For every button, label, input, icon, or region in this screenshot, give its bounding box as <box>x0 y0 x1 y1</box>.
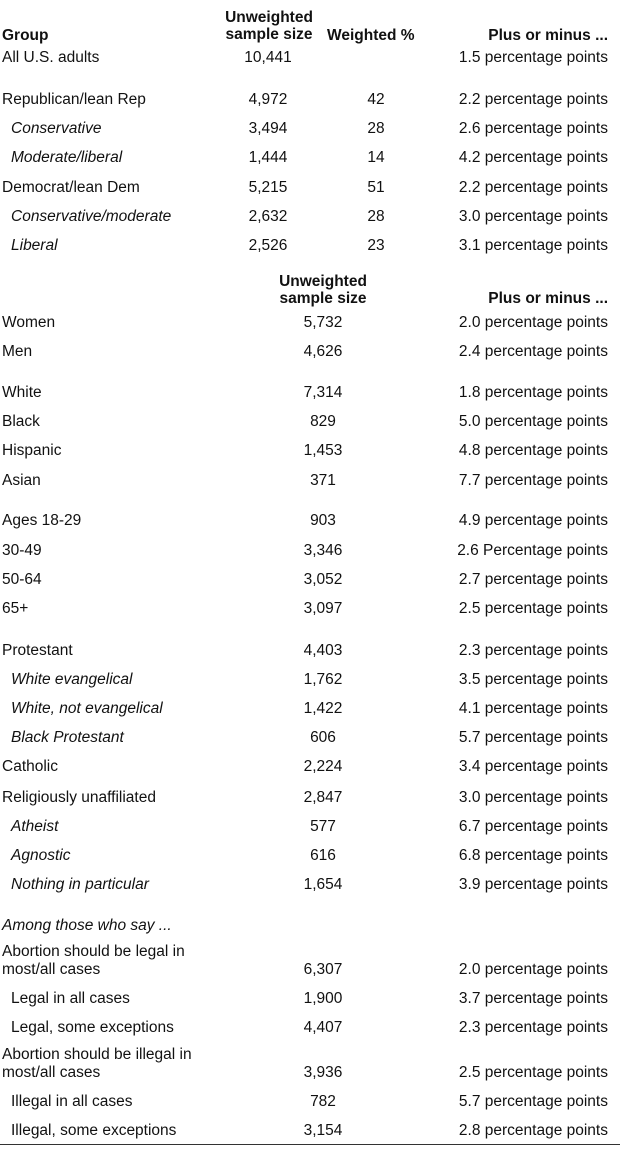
row-label: Protestant <box>2 642 73 659</box>
margin-value: 2.0 percentage points <box>458 961 608 978</box>
row-label: Among those who say ... <box>2 917 172 934</box>
row-label: Black Protestant <box>11 729 124 746</box>
row-label: Atheist <box>11 818 59 835</box>
unweighted-value: 1,444 <box>248 149 288 166</box>
margin-value: 5.7 percentage points <box>458 1093 608 1110</box>
margin-value: 3.0 percentage points <box>458 208 608 225</box>
row-label: Illegal, some exceptions <box>11 1122 177 1139</box>
row-label: Women <box>2 314 56 331</box>
margin-value: 5.0 percentage points <box>458 413 608 430</box>
unweighted-value: 2,632 <box>248 208 288 225</box>
bottom-rule <box>0 1144 620 1145</box>
header-group: Group <box>2 27 49 44</box>
unweighted-value: 6,307 <box>303 961 343 978</box>
unweighted-value: 1,654 <box>303 876 343 893</box>
unweighted-value: 606 <box>310 729 336 746</box>
row-label: White <box>2 384 42 401</box>
row-label: Religiously unaffiliated <box>2 789 156 806</box>
margin-value: 3.1 percentage points <box>458 237 608 254</box>
header-weighted-percent: Weighted % <box>327 27 415 44</box>
unweighted-value: 577 <box>310 818 336 835</box>
margin-value: 2.8 percentage points <box>458 1122 608 1139</box>
margin-value: 2.7 percentage points <box>458 571 608 588</box>
margin-value: 6.7 percentage points <box>458 818 608 835</box>
header-plus-or-minus: Plus or minus ... <box>488 27 608 44</box>
unweighted-value: 4,403 <box>303 642 343 659</box>
row-label: Agnostic <box>11 847 71 864</box>
unweighted-value: 3,097 <box>303 600 343 617</box>
row-label: All U.S. adults <box>2 49 100 66</box>
unweighted-value: 4,407 <box>303 1019 343 1036</box>
row-label: Nothing in particular <box>11 876 149 893</box>
row-label: White evangelical <box>11 671 133 688</box>
weighted-value: 28 <box>367 120 385 137</box>
margin-value: 7.7 percentage points <box>458 472 608 489</box>
unweighted-value: 4,972 <box>248 91 288 108</box>
unweighted-value: 3,936 <box>303 1064 343 1081</box>
unweighted-value: 829 <box>310 413 336 430</box>
header-plus-or-minus-2: Plus or minus ... <box>488 290 608 307</box>
unweighted-value: 1,422 <box>303 700 343 717</box>
margin-value: 3.7 percentage points <box>458 990 608 1007</box>
unweighted-value: 5,732 <box>303 314 343 331</box>
header-unweighted-sample-size: Unweighted sample size <box>225 9 313 43</box>
unweighted-value: 616 <box>310 847 336 864</box>
unweighted-value: 3,154 <box>303 1122 343 1139</box>
margin-value: 2.6 percentage points <box>458 120 608 137</box>
unweighted-value: 2,224 <box>303 758 343 775</box>
margin-value: 4.2 percentage points <box>458 149 608 166</box>
row-label: 30-49 <box>2 542 42 559</box>
margin-value: 5.7 percentage points <box>458 729 608 746</box>
margin-value: 4.8 percentage points <box>458 442 608 459</box>
unweighted-value: 10,441 <box>244 49 292 66</box>
margin-value: 2.3 percentage points <box>458 642 608 659</box>
unweighted-value: 7,314 <box>303 384 343 401</box>
margin-value: 1.8 percentage points <box>458 384 608 401</box>
row-label: Liberal <box>11 237 58 254</box>
header-unweighted-sample-size-2: Unweighted sample size <box>279 273 367 307</box>
row-label: Abortion should be legal in most/all cases <box>2 943 185 978</box>
unweighted-value: 1,453 <box>303 442 343 459</box>
unweighted-value: 1,762 <box>303 671 343 688</box>
weighted-value: 42 <box>367 91 385 108</box>
margin-value: 2.0 percentage points <box>458 314 608 331</box>
weighted-value: 23 <box>367 237 385 254</box>
row-label: Legal in all cases <box>11 990 130 1007</box>
margin-value: 4.1 percentage points <box>458 700 608 717</box>
row-label: Catholic <box>2 758 58 775</box>
row-label: Moderate/liberal <box>11 149 123 166</box>
margin-value: 2.5 percentage points <box>458 1064 608 1081</box>
unweighted-value: 3,346 <box>303 542 343 559</box>
row-label: White, not evangelical <box>11 700 163 717</box>
unweighted-value: 371 <box>310 472 336 489</box>
margin-value: 4.9 percentage points <box>458 512 608 529</box>
unweighted-value: 3,052 <box>303 571 343 588</box>
row-label: 65+ <box>2 600 29 617</box>
row-label: Abortion should be illegal in most/all cases <box>2 1046 192 1081</box>
unweighted-value: 1,900 <box>303 990 343 1007</box>
margin-value: 2.5 percentage points <box>458 600 608 617</box>
row-label: Democrat/lean Dem <box>2 179 140 196</box>
row-label: Men <box>2 343 33 360</box>
row-label: Illegal in all cases <box>11 1093 133 1110</box>
margin-value: 2.3 percentage points <box>458 1019 608 1036</box>
margin-value: 2.6 Percentage points <box>457 542 608 559</box>
margin-value: 2.2 percentage points <box>458 91 608 108</box>
margin-value: 2.4 percentage points <box>458 343 608 360</box>
row-label: Legal, some exceptions <box>11 1019 174 1036</box>
unweighted-value: 3,494 <box>248 120 288 137</box>
weighted-value: 14 <box>367 149 385 166</box>
row-label: Black <box>2 413 40 430</box>
row-label: 50-64 <box>2 571 42 588</box>
weighted-value: 28 <box>367 208 385 225</box>
margin-value: 3.9 percentage points <box>458 876 608 893</box>
margin-value: 3.0 percentage points <box>458 789 608 806</box>
margin-value: 3.4 percentage points <box>458 758 608 775</box>
unweighted-value: 2,847 <box>303 789 343 806</box>
unweighted-value: 4,626 <box>303 343 343 360</box>
margin-value: 2.2 percentage points <box>458 179 608 196</box>
unweighted-value: 2,526 <box>248 237 288 254</box>
margin-value: 6.8 percentage points <box>458 847 608 864</box>
row-label: Conservative <box>11 120 102 137</box>
weighted-value: 51 <box>367 179 385 196</box>
row-label: Republican/lean Rep <box>2 91 146 108</box>
row-label: Asian <box>2 472 41 489</box>
row-label: Hispanic <box>2 442 62 459</box>
row-label: Conservative/moderate <box>11 208 172 225</box>
margin-value: 1.5 percentage points <box>458 49 608 66</box>
unweighted-value: 782 <box>310 1093 336 1110</box>
unweighted-value: 903 <box>310 512 336 529</box>
row-label: Ages 18-29 <box>2 512 82 529</box>
margin-value: 3.5 percentage points <box>458 671 608 688</box>
unweighted-value: 5,215 <box>248 179 288 196</box>
